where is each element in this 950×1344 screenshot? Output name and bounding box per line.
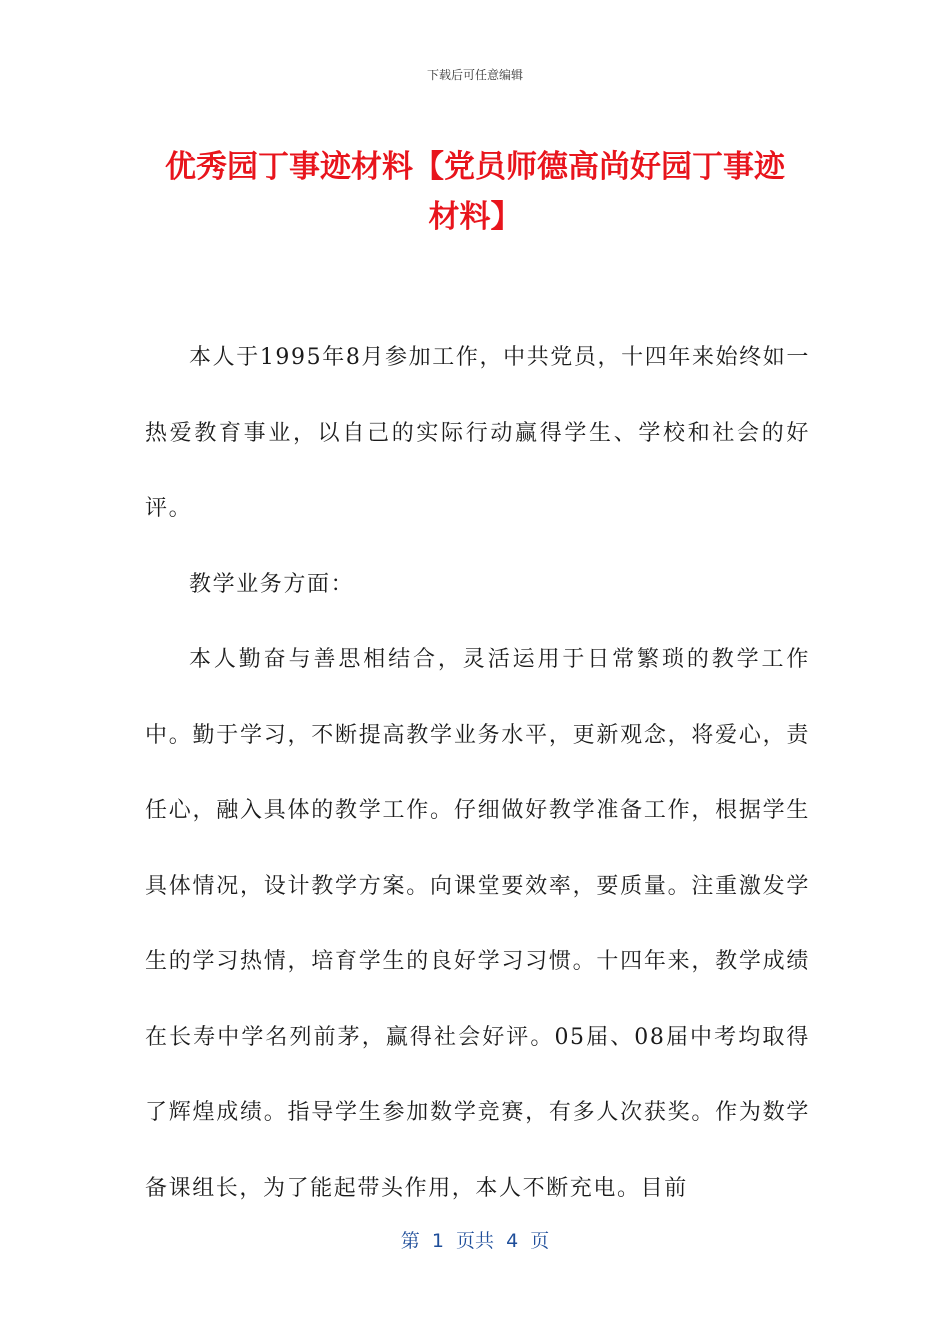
document-title: 优秀园丁事迹材料【党员师德高尚好园丁事迹材料】 <box>165 149 785 235</box>
paragraph-intro: 本人于1995年8月参加工作，中共党员，十四年来始终如一热爱教育事业，以自己的实际行动赢得学生、学校和社会的好评。 <box>145 345 810 521</box>
paragraph-section-heading: 教学业务方面： <box>189 571 355 597</box>
page-number-footer: 第 1 页共 4 页 <box>400 1230 550 1252</box>
paragraph-teaching: 本人勤奋与善思相结合，灵活运用于日常繁琐的教学工作中。勤于学习，不断提高教学业务水平，更新观念，将爱心，责任心，融入具体的教学工作。仔细做好教学准备工作，根据学生具体情况，设计教学方案。向课堂要效率，要质量。注重激发学生的学习热情，培育学生的良好学习习惯。十四年来，教学成绩在长寿中学名列前茅，赢得社会好评。05届、08届中考均取得了辉煌成绩。指导学生参加数学竞赛，有多人次获奖。作为数学备课组长，为了能起带头作用，本人不断充电。目前 <box>145 647 810 1201</box>
document-body <box>145 320 810 1226</box>
header-note: 下载后可任意编辑 <box>426 68 523 82</box>
